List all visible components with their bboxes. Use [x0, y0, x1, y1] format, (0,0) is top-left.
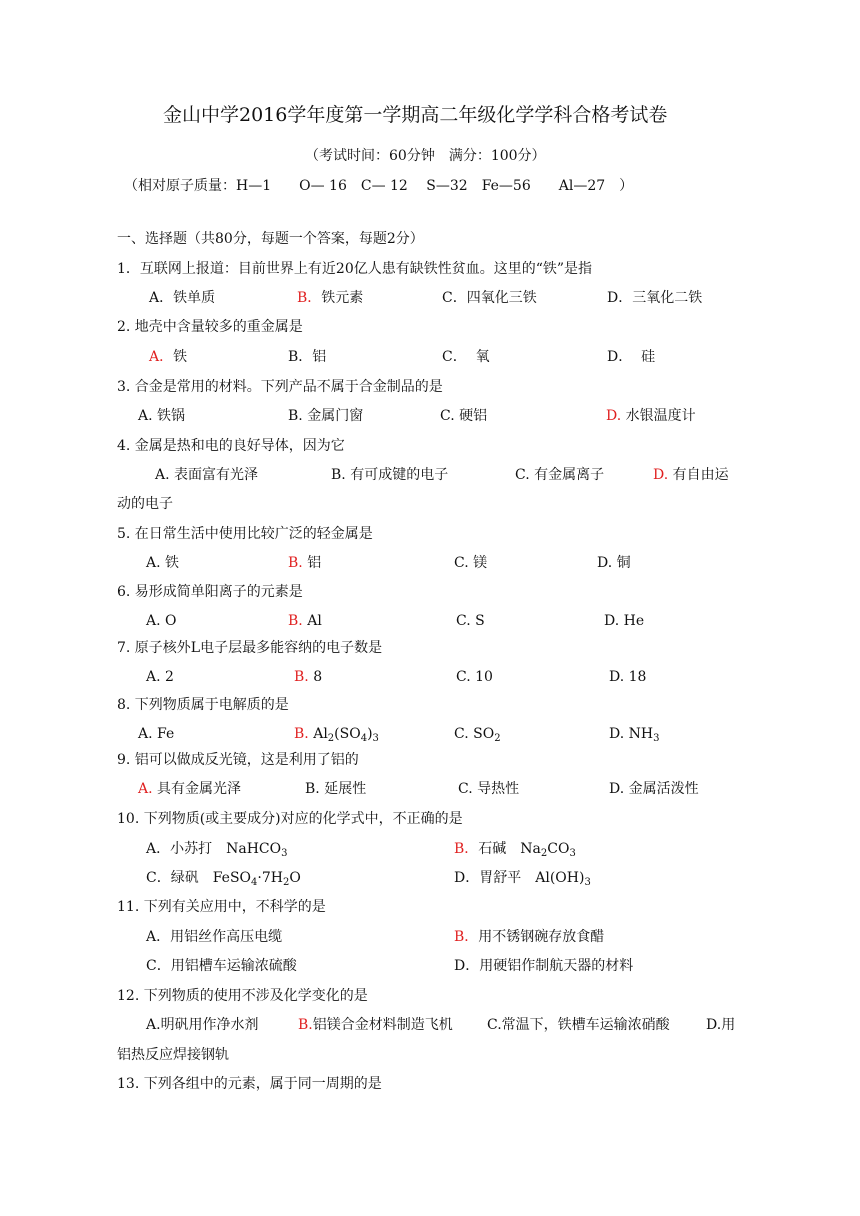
option: A. 铁 — [146, 555, 180, 571]
question-stem: 6. 易形成简单阳离子的元素是 — [117, 584, 303, 600]
option: C．用铝槽车运输浓硫酸 — [146, 958, 297, 974]
option: A. O — [146, 613, 177, 629]
option: D. 铜 — [597, 555, 631, 571]
section-heading: 一、选择题（共80分，每题一个答案，每题2分） — [117, 231, 424, 247]
option: C. $SO_2$ — [454, 726, 501, 744]
option: A. 铁锅 — [138, 408, 186, 424]
option: C． 氧 — [442, 349, 490, 365]
option: A.明矾用作净水剂 — [146, 1017, 259, 1033]
question-stem: 4. 金属是热和电的良好导体，因为它 — [117, 438, 345, 454]
option: D．用硬铝作制航天器的材料 — [454, 958, 634, 974]
question-stem: 10. 下列物质(或主要成分)对应的化学式中，不正确的是 — [117, 811, 463, 827]
question-stem: 9. 铝可以做成反光镜，这是利用了铝的 — [117, 752, 359, 768]
option: C. 有金属离子 — [515, 467, 605, 483]
option: B．铝 — [288, 349, 327, 365]
option-answer: B．铁元素 — [297, 290, 364, 306]
option-answer: A．铁 — [149, 349, 188, 365]
option-answer: B.铝镁合金材料制造飞机 — [298, 1017, 453, 1033]
option-answer: B．石碱 $Na_2CO_3$ — [454, 841, 576, 859]
exam-info: （考试时间：60分钟 满分：100分） — [305, 148, 546, 164]
option: D． 硅 — [607, 349, 656, 365]
option: A．小苏打 NaHCO$_3$ — [146, 841, 288, 859]
question-stem: 5. 在日常生活中使用比较广泛的轻金属是 — [117, 526, 373, 542]
option: D. $NH_3$ — [609, 726, 660, 744]
option: D．胃舒平 $Al(OH)_3$ — [454, 870, 591, 888]
option: A. 表面富有光泽 — [155, 467, 259, 483]
option: A. Fe — [138, 726, 175, 742]
option: D. He — [604, 613, 645, 629]
option-answer: B. 铝 — [288, 555, 322, 571]
option: C．四氧化三铁 — [442, 290, 537, 306]
question-stem: 13. 下列各组中的元素，属于同一周期的是 — [117, 1076, 382, 1092]
option: C. 导热性 — [458, 781, 520, 797]
option-answer: B. Al — [288, 613, 322, 629]
question-stem: 1．互联网上报道：目前世界上有近20亿人患有缺铁性贫血。这里的“铁”是指 — [117, 261, 593, 277]
option: A. 2 — [146, 669, 174, 685]
option: C. S — [456, 613, 485, 629]
question-stem: 7. 原子核外L电子层最多能容纳的电子数是 — [117, 640, 383, 656]
option-answer: A. 具有金属光泽 — [138, 781, 242, 797]
option-wrap: 铝热反应焊接钢轨 — [117, 1047, 229, 1063]
question-stem: 11. 下列有关应用中，不科学的是 — [117, 899, 326, 915]
exam-title: 金山中学2016学年度第一学期高二年级化学学科合格考试卷 — [163, 104, 668, 126]
option: A．用铝丝作高压电缆 — [146, 929, 283, 945]
option: B. 延展性 — [305, 781, 367, 797]
option: D. 18 — [609, 669, 647, 685]
option: D．三氧化二铁 — [607, 290, 703, 306]
question-stem: 8. 下列物质属于电解质的是 — [117, 697, 289, 713]
option-answer: D. 水银温度计 — [606, 408, 696, 424]
option-answer: B．用不锈钢碗存放食醋 — [454, 929, 605, 945]
option: D. 金属活泼性 — [609, 781, 699, 797]
option: C．绿矾 $FeSO_4\cdot 7H_2O$ — [146, 870, 301, 888]
option: C.常温下，铁槽车运输浓硝酸 — [487, 1017, 670, 1033]
option-answer: B. 8 — [294, 669, 323, 685]
option: D.用 — [706, 1017, 736, 1033]
option: C. 镁 — [454, 555, 488, 571]
option: C. 硬铝 — [440, 408, 488, 424]
question-stem: 3. 合金是常用的材料。下列产品不属于合金制品的是 — [117, 379, 443, 395]
option: B. 金属门窗 — [288, 408, 364, 424]
option: B. 有可成键的电子 — [331, 467, 449, 483]
question-stem: 12. 下列物质的使用不涉及化学变化的是 — [117, 988, 368, 1004]
option-answer: D. 有自由运 — [653, 467, 729, 483]
option-wrap: 动的电子 — [117, 496, 173, 512]
option-answer: B. $Al_2(SO_4)_3$ — [294, 726, 379, 744]
option: A．铁单质 — [149, 290, 216, 306]
question-stem: 2. 地壳中含量较多的重金属是 — [117, 319, 303, 335]
option: C. 10 — [456, 669, 493, 685]
atomic-mass-line: （相对原子质量：H—1 O— 16 C— 12 S—32 Fe—56 Al—27 ） — [124, 178, 634, 194]
